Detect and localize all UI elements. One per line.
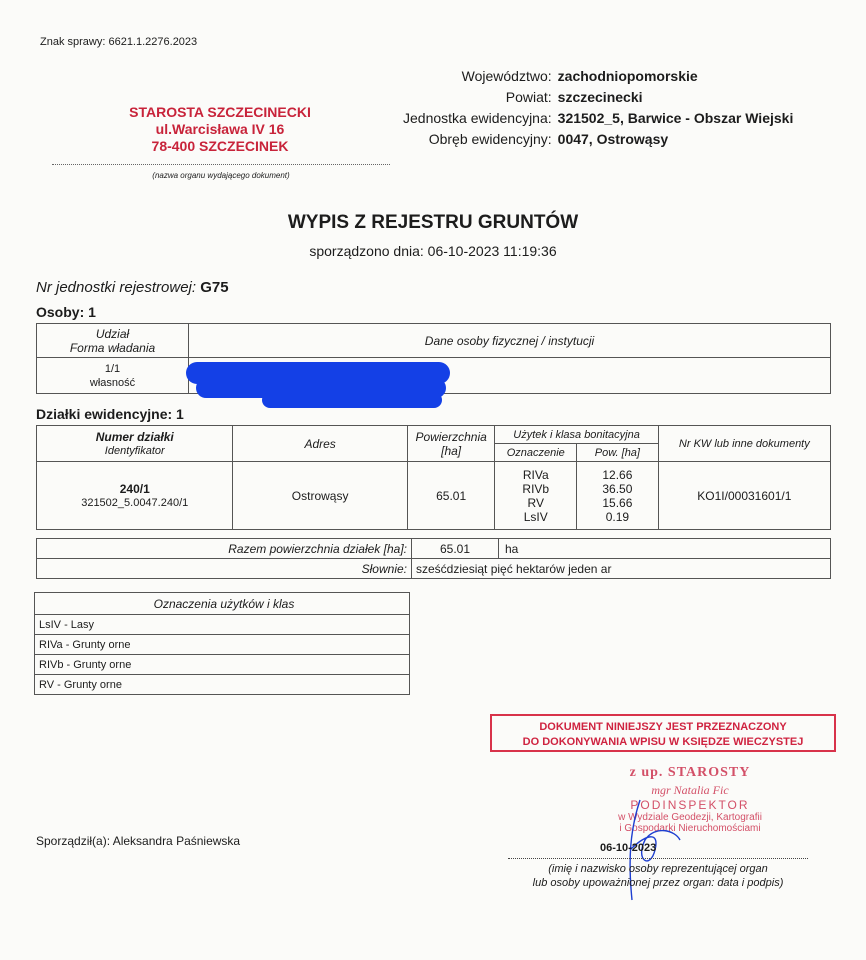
parcel-area: 65.01 xyxy=(407,462,495,530)
parcels-col-area-line2: [ha] xyxy=(441,443,462,458)
registry-unit-value: G75 xyxy=(200,279,229,296)
total-area-unit: ha xyxy=(499,539,831,559)
use-area: 36.50 xyxy=(602,481,633,496)
parcels-col-identifier-label: Identyfikator xyxy=(104,444,165,457)
use-area: 12.66 xyxy=(602,467,633,482)
parcels-heading: Działki ewidencyjne: 1 xyxy=(36,406,184,422)
stamp-line4: w Wydziale Geodezji, Kartografii xyxy=(618,812,762,823)
county-label: Powiat: xyxy=(505,89,552,105)
signature-caption xyxy=(508,862,808,890)
parcels-col-area xyxy=(407,426,495,462)
parcels-col-number xyxy=(37,426,233,462)
legend-title: Oznaczenia użytków i klas xyxy=(35,593,410,615)
parcel-identifier: 321502_5.0047.240/1 xyxy=(81,496,189,509)
use-code: RV xyxy=(527,495,544,510)
parcels-col-use-code: Oznaczenie xyxy=(495,444,577,462)
registry-unit-label: Nr jednostki rejestrowej: xyxy=(36,279,197,296)
admin-info xyxy=(400,66,796,150)
use-area: 15.66 xyxy=(602,495,633,510)
persons-heading: Osoby: 1 xyxy=(36,304,96,320)
legend-item: RIVb - Grunty orne xyxy=(35,655,410,675)
parcels-col-number-label: Numer działki xyxy=(95,429,174,444)
land-register-notice-stamp xyxy=(490,714,836,752)
use-code: RIVb xyxy=(522,481,550,496)
county-value: szczecinecki xyxy=(557,89,643,105)
persons-col-share xyxy=(37,324,189,358)
total-area-label: Razem powierzchnia działek [ha]: xyxy=(37,539,412,559)
office-city: 78-400 SZCZECINEK xyxy=(151,138,289,154)
notice-line2: DO DOKONYWANIA WPISU W KSIĘDZE WIECZYSTEJ xyxy=(522,736,804,748)
legend-table xyxy=(34,592,410,695)
legend-item: RV - Grunty orne xyxy=(35,675,410,695)
stamp-line3: PODINSPEKTOR xyxy=(630,798,750,812)
parcel-use-areas xyxy=(577,462,659,530)
persons-col-share-line1: Udział xyxy=(95,326,130,341)
parcels-col-kw: Nr KW lub inne dokumenty xyxy=(658,426,830,462)
parcel-kw: KO1I/00031601/1 xyxy=(658,462,830,530)
stamp-line2: mgr Natalia Fic xyxy=(651,783,729,797)
precinct-label: Obręb ewidencyjny: xyxy=(428,131,552,147)
parcel-number-cell xyxy=(37,462,233,530)
parcel-number: 240/1 xyxy=(119,481,150,496)
ownership-form: własność xyxy=(89,376,136,389)
persons-row-share xyxy=(37,358,189,394)
stamp-line1: z up. STAROSTY xyxy=(629,765,751,780)
signature-date: 06-10-2023 xyxy=(600,842,657,854)
unit-label: Jednostka ewidencyjna: xyxy=(403,110,552,126)
precinct-value: 0047, Ostrowąsy xyxy=(557,131,669,147)
parcels-col-area-line1: Powierzchnia xyxy=(415,429,487,444)
official-stamp xyxy=(560,765,820,834)
office-caption: (nazwa organu wydającego dokument) xyxy=(152,171,290,180)
total-area-value: 65.01 xyxy=(412,539,499,559)
totals-table xyxy=(36,538,831,579)
signature-dotted-line xyxy=(508,858,808,859)
parcel-address: Ostrowąsy xyxy=(233,462,407,530)
parcels-table xyxy=(36,425,831,530)
total-words-value: sześćdziesiąt pięć hektarów jeden ar xyxy=(412,559,831,579)
use-area: 0.19 xyxy=(605,509,630,524)
voivodeship-value: zachodniopomorskie xyxy=(557,68,698,84)
case-number: Znak sprawy: 6621.1.2276.2023 xyxy=(40,36,198,48)
registry-unit xyxy=(36,279,229,296)
notice-line1: DOKUMENT NINIEJSZY JEST PRZEZNACZONY xyxy=(539,721,787,733)
signature-caption-line2: lub osoby upoważnionej przez organ: data i podpis) xyxy=(532,877,784,889)
redaction-mark-3 xyxy=(262,392,442,408)
office-dotted-line xyxy=(52,164,390,165)
office-street: ul.Warcisława IV 16 xyxy=(155,121,285,137)
parcels-col-use-area: Pow. [ha] xyxy=(577,444,659,462)
prepared-by: Sporządził(a): Aleksandra Paśniewska xyxy=(36,834,241,848)
office-name: STAROSTA SZCZECINECKI xyxy=(129,104,311,120)
use-code: RIVa xyxy=(522,467,549,482)
voivodeship-label: Województwo: xyxy=(461,68,552,84)
signature-caption-line1: (imię i nazwisko osoby reprezentującej organ xyxy=(548,863,768,875)
legend-item: RIVa - Grunty orne xyxy=(35,635,410,655)
parcels-col-use: Użytek i klasa bonitacyjna xyxy=(495,426,658,444)
persons-col-share-line2: Forma władania xyxy=(69,340,156,355)
use-code: LsIV xyxy=(523,509,548,524)
issuing-office xyxy=(98,104,342,155)
stamp-line5: i Gospodarki Nieruchomościami xyxy=(619,823,761,834)
unit-value: 321502_5, Barwice - Obszar Wiejski xyxy=(557,110,794,126)
parcel-use-codes xyxy=(495,462,577,530)
document-title: WYPIS Z REJESTRU GRUNTÓW xyxy=(287,212,579,233)
persons-col-data: Dane osoby fizycznej / instytucji xyxy=(189,324,831,358)
legend-item: LsIV - Lasy xyxy=(35,615,410,635)
share-value: 1/1 xyxy=(104,362,121,375)
total-words-label: Słownie: xyxy=(37,559,412,579)
parcels-col-address: Adres xyxy=(233,426,407,462)
document-date: sporządzono dnia: 06-10-2023 11:19:36 xyxy=(309,243,557,259)
